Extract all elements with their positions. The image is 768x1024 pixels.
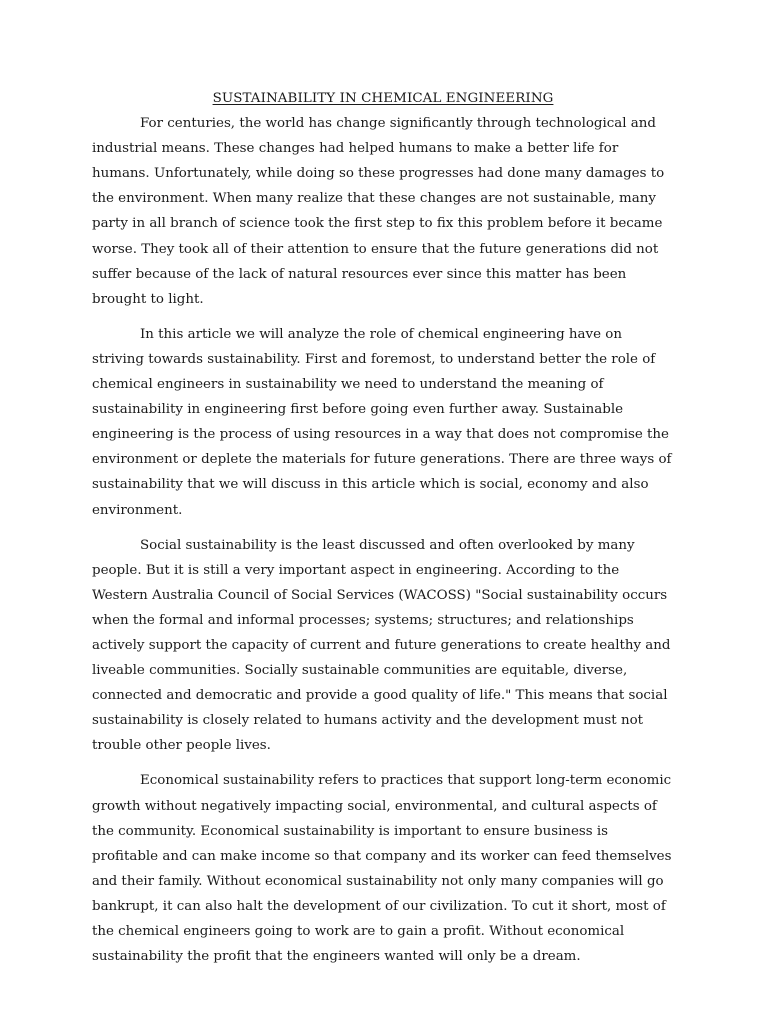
document-title: SUSTAINABILITY IN CHEMICAL ENGINEERING <box>212 91 554 106</box>
paragraph-social-sustainability: Social sustainability is the least discussed and often overlooked by many people. But it is still a very important aspect in engineering. According to the Western Australia Council of Social Services (WACOSS) "Social sustainability occurs when the formal and informal processes; systems; structures; and relationships actively support the capacity of current and future generations to create healthy and liveable communities. Socially sustainable communities are equitable, diverse, connected and democratic and provide a good quality of life." This means that social sustainability is closely related to humans activity and the development must not trouble other people lives. <box>92 537 671 754</box>
paragraph-economical-sustainability: Economical sustainability refers to practices that support long-term economic growth without negatively impacting social, environmental, and cultural aspects of the community. Economical sustainability is important to ensure business is profitable and can make income so that company and its worker can feed themselves and their family. Without economical sustainability not only many companies will go bankrupt, it can also halt the development of our civilization. To cut it short, most of the chemical engineers going to work are to gain a profit. Without economical sustainability the profit that the engineers wanted will only be a dream. <box>92 773 672 965</box>
paragraph-article-role: In this article we will analyze the role of chemical engineering have on striving towards sustainability. First and foremost, to understand better the role of chemical engineers in sustainability we need to understand the meaning of sustainability in engineering first before going even further away. Sustainable engineering is the process of using resources in a way that does not compromise the environment or deplete the materials for future generations. There are three ways of sustainability that we will discuss in this article which is social, economy and also environment. <box>92 326 672 518</box>
document-body <box>92 86 674 979</box>
paragraph-intro: For centuries, the world has change significantly through technological and industrial means. These changes had helped humans to make a better life for humans. Unfortunately, while doing so these progresses had done many damages to the environment. When many realize that these changes are not sustainable, many party in all branch of science took the first step to fix this problem before it became worse. They took all of their attention to ensure that the future generations did not suffer because of the lack of natural resources ever since this matter has been brought to light. <box>92 116 665 307</box>
